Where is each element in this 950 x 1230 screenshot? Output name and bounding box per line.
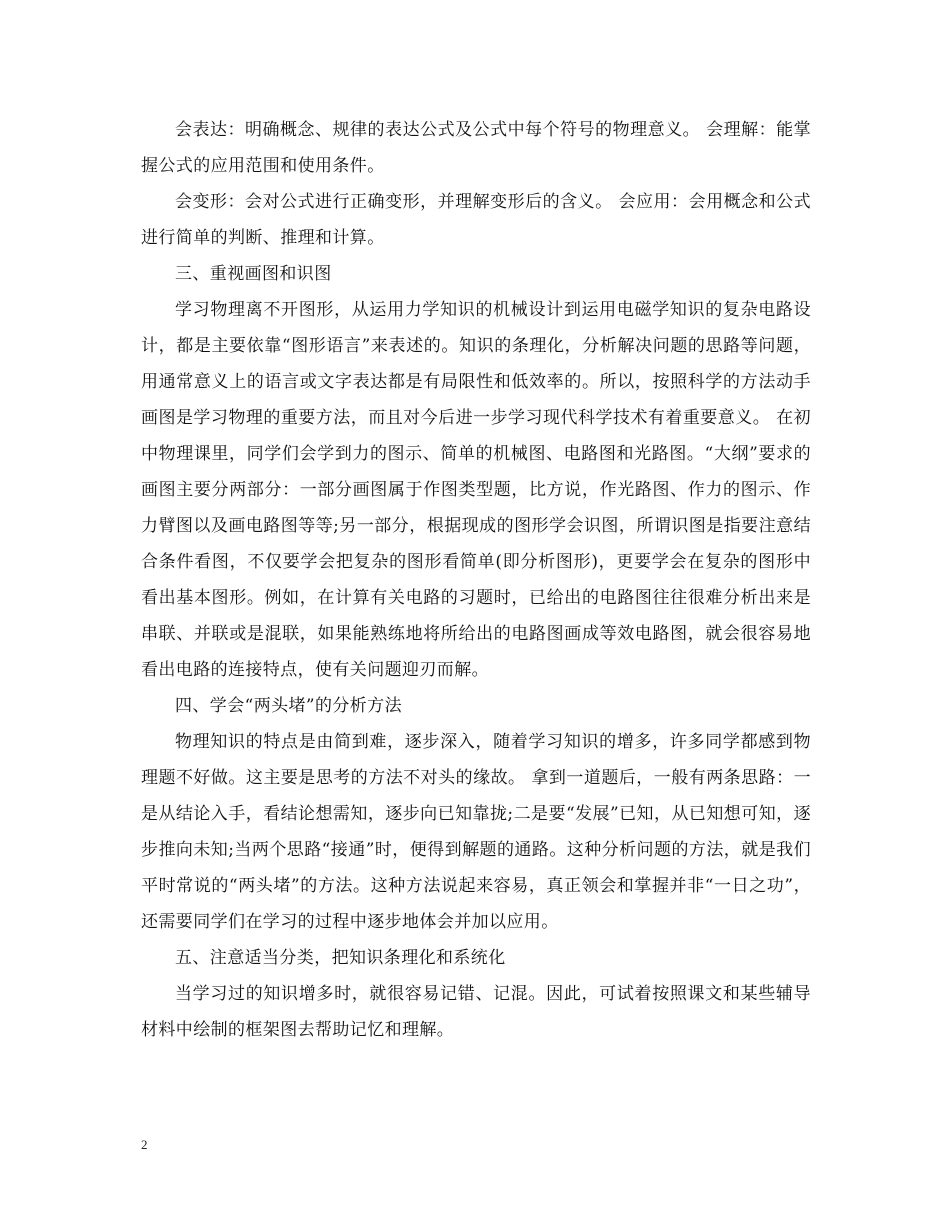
paragraph-transform-apply: 会变形：会对公式进行正确变形，并理解变形后的含义。 会应用：会用概念和公式进行简单的判断、推理和计算。: [141, 192, 811, 248]
page-number: 2: [141, 1137, 148, 1152]
document-body: [141, 112, 811, 1048]
paragraph-classify-knowledge: 当学习过的知识增多时，就很容易记错、记混。因此，可试着按照课文和某些辅导材料中绘制的框架图去帮助记忆和理解。: [141, 984, 811, 1040]
paragraph-express-understand: 会表达：明确概念、规律的表达公式及公式中每个符号的物理意义。 会理解：能掌握公式的应用范围和使用条件。: [141, 120, 811, 176]
section-heading-3: 三、重视画图和识图: [175, 264, 332, 284]
section-heading-4: 四、学会“两头堵”的分析方法: [175, 696, 402, 716]
section-heading-5: 五、注意适当分类，把知识条理化和系统化: [175, 948, 506, 968]
paragraph-two-ends-method: 物理知识的特点是由简到难，逐步深入，随着学习知识的增多，许多同学都感到物理题不好做。这主要是思考的方法不对头的缘故。 拿到一道题后，一般有两条思路：一是从结论入手，看结论想需知，逐步向已知靠拢;二是要“发展”已知，从已知想可知，逐步推向未知;当两个思路“接通”时，便得到解题的通路。这种分析问题的方法，就是我们平时常说的“两头堵”的方法。这种方法说起来容易，真正领会和掌握并非“一日之功”，还需要同学们在学习的过程中逐步地体会并加以应用。: [141, 732, 811, 932]
paragraph-drawing-diagrams: 学习物理离不开图形，从运用力学知识的机械设计到运用电磁学知识的复杂电路设计，都是主要依靠“图形语言”来表述的。知识的条理化，分析解决问题的思路等问题，用通常意义上的语言或文字表达都是有局限性和低效率的。所以，按照科学的方法动手画图是学习物理的重要方法，而且对今后进一步学习现代科学技术有着重要意义。 在初中物理课里，同学们会学到力的图示、简单的机械图、电路图和光路图。“大纲”要求的画图主要分两部分：一部分画图属于作图类型题，比方说，作光路图、作力的图示、作力臂图以及画电路图等等;另一部分，根据现成的图形学会识图，所谓识图是指要注意结合条件看图，不仅要学会把复杂的图形看简单(即分析图形)，更要学会在复杂的图形中看出基本图形。例如，在计算有关电路的习题时，已给出的电路图往往很难分析出来是串联、并联或是混联，如果能熟练地将所给出的电路图画成等效电路图，就会很容易地看出电路的连接特点，使有关问题迎刃而解。: [141, 300, 811, 680]
